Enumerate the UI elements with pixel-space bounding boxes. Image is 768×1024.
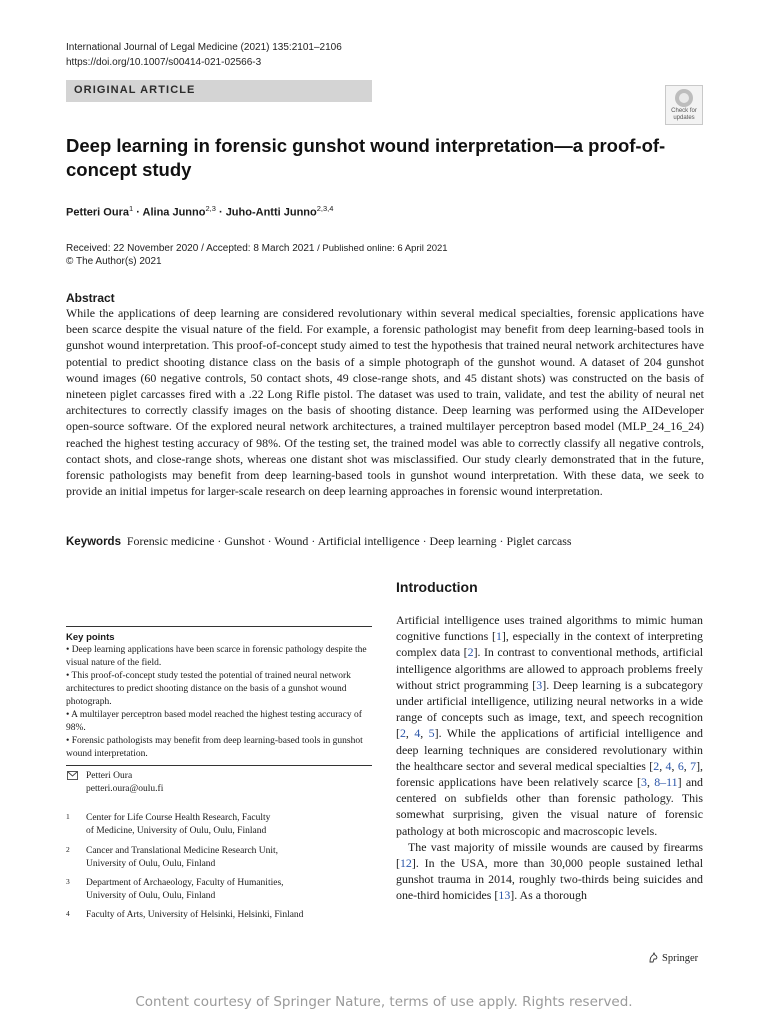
affiliation-item [66, 845, 372, 871]
affiliation-line: of Medicine, University of Oulu, Oulu, Finland [86, 826, 267, 836]
citation-link[interactable]: 4 [665, 758, 672, 773]
badge-line-1: Check for [671, 108, 697, 114]
citation-link[interactable]: 2 [399, 726, 406, 741]
citation-link[interactable]: 3 [640, 775, 647, 790]
affiliation-line: Center for Life Course Health Research, Faculty [86, 813, 271, 823]
paragraph-text: , [420, 726, 429, 741]
key-point-item: • Deep learning applications have been scarce in forensic pathology despite the visual nature of the field. [66, 645, 367, 668]
envelope-icon [67, 771, 78, 780]
copyright-footer: Content courtesy of Springer Nature, terms of use apply. Rights reserved. [135, 994, 633, 1010]
citation-link[interactable]: 2 [653, 758, 660, 773]
article-type-banner [66, 80, 372, 102]
badge-line-2: updates [673, 114, 695, 121]
introduction-paragraph [396, 612, 703, 839]
citation-link[interactable]: 1 [495, 629, 502, 644]
publisher-logo [648, 952, 698, 964]
springer-horse-icon [648, 952, 659, 963]
keywords-section [66, 534, 706, 550]
affiliation-line: University of Oulu, Oulu, Finland [86, 891, 216, 901]
author-name[interactable]: Petteri Oura [66, 206, 129, 219]
journal-header [66, 41, 342, 70]
affiliation-number: 2 [66, 845, 70, 854]
key-point-item: • A multilayer perceptron based model reached the highest testing accuracy of 98%. [66, 710, 362, 733]
paragraph-text: ]. In the USA, more than 30,000 people sustained lethal gunshot trauma in 2014, roughly two-thirds being suicides and one-third homicides [ [396, 856, 703, 903]
key-point-item: • Forensic pathologists may benefit from deep learning-based tools in gunshot wound interpretation. [66, 736, 363, 759]
article-title: Deep learning in forensic gunshot wound interpretation—a proof-of-concept study [66, 135, 666, 180]
citation-link[interactable]: 7 [690, 758, 697, 773]
paragraph-text: ]. Deep learning is a subcategory under artificial intelligence, utilizing neural networks in a wide range of concepts such as image, text, and speech recognition [ [396, 677, 703, 741]
author-separator: · [215, 206, 226, 219]
citation-link[interactable]: 4 [414, 726, 421, 741]
author-separator: · [133, 206, 143, 219]
paragraph-text: , [659, 758, 666, 773]
key-points-heading: Key points [66, 632, 115, 643]
affiliation-line: Cancer and Translational Medicine Research Unit, [86, 846, 279, 856]
abstract-heading: Abstract [66, 291, 115, 305]
affiliation-item [66, 877, 372, 903]
author-list [66, 204, 333, 219]
affiliation-number: 1 [66, 812, 70, 821]
paragraph-text: ]. While the applications of artificial intelligence and deep learning techniques are considered revolutionary within the healthcare sector and several medical specialties [ [396, 726, 704, 773]
keywords-label: Keywords [66, 536, 121, 548]
citation-link[interactable]: 12 [399, 856, 412, 871]
copyright-notice: © The Author(s) 2021 [66, 256, 162, 267]
paragraph-text: , [683, 758, 691, 773]
paragraph-text: ]. In contrast to conventional methods, artificial intelligence algorithms are allowed to approach problems freely without strict programming [ [396, 645, 703, 692]
contact-divider [66, 765, 372, 766]
paragraph-text: ] and centered on subfields other than forensic pathology. This somewhat surprising, given the visual nature of forensic pathology at both microscopic and macroscopic levels. [396, 775, 703, 838]
affiliation-item [66, 812, 372, 838]
introduction-heading: Introduction [396, 579, 478, 595]
paragraph-text: The vast majority of missile wounds are caused by firearms [ [396, 839, 703, 871]
affiliation-line: University of Oulu, Oulu, Finland [86, 859, 216, 869]
citation-link[interactable]: 3 [536, 677, 543, 692]
keywords-list: Forensic medicine · Gunshot · Wound · Artificial intelligence · Deep learning · Piglet carcass [126, 534, 572, 548]
contact-email[interactable]: petteri.oura@oulu.fi [86, 784, 164, 794]
paragraph-text: , [405, 726, 415, 741]
introduction-body [396, 612, 703, 904]
author-name[interactable]: Alina Junno [142, 206, 206, 219]
contact-name: Petteri Oura [86, 771, 133, 781]
citation-link[interactable]: 8–11 [654, 775, 678, 790]
citation-link[interactable]: 6 [677, 758, 684, 773]
author-affiliation-ref: 2,3,4 [316, 204, 334, 213]
paragraph-text: , [671, 758, 678, 773]
corresponding-author [86, 770, 163, 796]
publisher-name: Springer [662, 953, 699, 964]
article-type-label: ORIGINAL ARTICLE [74, 84, 196, 96]
affiliation-item [66, 909, 372, 922]
affiliation-number: 4 [66, 909, 70, 918]
author-affiliation-ref: 1 [128, 204, 134, 213]
affiliation-line: Department of Archaeology, Faculty of Humanities, [86, 878, 284, 888]
affiliation-number: 3 [66, 877, 70, 886]
journal-citation: International Journal of Legal Medicine (2021) 135:2101–2106 [66, 42, 342, 53]
publication-dates [66, 242, 448, 268]
paragraph-text: ], especially in the context of interpreting complex data [ [396, 629, 703, 660]
check-for-updates-badge[interactable] [665, 85, 703, 125]
published-date: / Published online: 6 April 2021 [314, 243, 448, 254]
crossmark-icon [675, 89, 693, 107]
key-point-item: • This proof-of-concept study tested the potential of trained neural network architectures to predict shooting distance on the basis of a gunshot wound photograph. [66, 671, 351, 707]
key-points-box [66, 626, 372, 761]
author-name[interactable]: Juho-Antti Junno [225, 206, 317, 219]
paragraph-text: Artificial intelligence uses trained algorithms to mimic human cognitive functions [ [396, 613, 703, 644]
paragraph-text: ]. As a thorough [510, 888, 587, 903]
received-accepted-dates: Received: 22 November 2020 / Accepted: 8 March 2021 [66, 243, 315, 254]
author-affiliation-ref: 2,3 [205, 204, 216, 213]
doi-link[interactable]: https://doi.org/10.1007/s00414-021-02566-3 [66, 56, 262, 68]
citation-link[interactable]: 5 [428, 726, 435, 741]
citation-link[interactable]: 2 [467, 645, 474, 660]
paragraph-text: , [646, 775, 655, 790]
abstract-text: While the applications of deep learning are considered revolutionary within several medical specialties, forensic applications have been scarce despite the visual nature of the field. For example, a forensic pathologist may benefit from deep learning-based tools in gunshot wound interpretation. This proof-of-concept study aimed to test the hypothesis that trained neural network architectures have potential to predict shooting distance class on the basis of a simple photograph of the gunshot wound. A dataset of 204 gunshot wound images (60 negative controls, 50 contact shots, 49 close-range shots, and 45 distant shots) was constructed on the basis of nineteen piglet carcasses fired with a .22 Long Rifle pistol. The dataset was used to train, validate, and test the ability of neural net architectures to correctly classify images on the basis of shooting distance. Deep learning was performed using the AIDeveloper open-source software. Of the explored neural network architectures, a trained multilayer perceptron based model (MLP_24_16_24) reached the highest testing accuracy of 98%. Of the testing set, the trained model was able to correctly classify all negative controls, contact shots, and close-range shots, whereas one distant shot was misclassified. Our study clearly demonstrated that in the future, forensic pathologists may benefit from deep learning-based tools in gunshot wound interpretation. With these data, we seek to provide an initial impetus for larger-scale research on deep learning approaches in forensic wound interpretation. [66, 306, 704, 499]
paragraph-text: ], forensic applications have been relatively scarce [ [396, 758, 704, 790]
affiliation-line: Faculty of Arts, University of Helsinki, Helsinki, Finland [86, 910, 304, 920]
introduction-paragraph [396, 839, 703, 904]
citation-link[interactable]: 13 [498, 888, 511, 903]
